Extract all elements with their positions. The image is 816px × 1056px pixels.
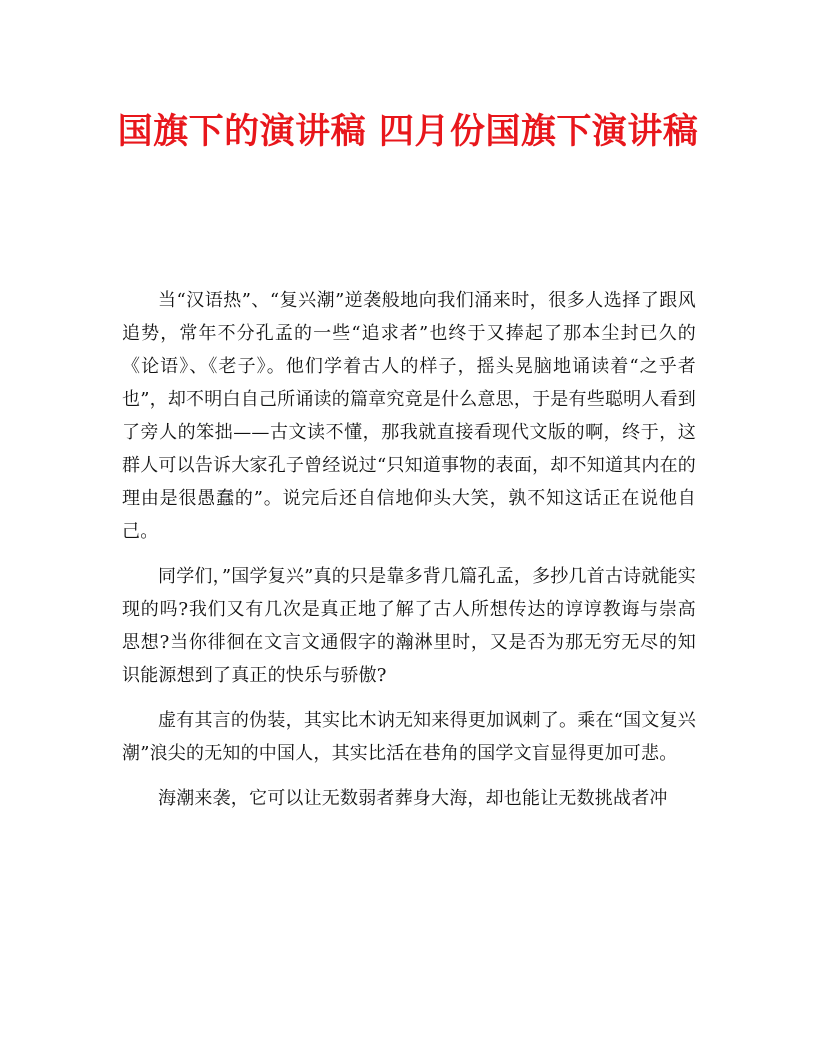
paragraph-2: 同学们，”国学复兴”真的只是靠多背几篇孔孟，多抄几首古诗就能实现的吗?我们又有几次是真正地了解了古人所想传达的谆谆教诲与崇高思想?当你徘徊在文言文通假字的瀚淋里时，又是否为那无穷无尽的知识能源想到了真正的快乐与骄傲? <box>122 566 696 686</box>
document-title: 国旗下的演讲稿 四月份国旗下演讲稿 <box>117 111 699 152</box>
paragraph-1: 当“汉语热”、“复兴潮”逆袭般地向我们涌来时，很多人选择了跟风追势，常年不分孔孟的一些“追求者”也终于又捧起了那本尘封已久的《论语》、《老子》。他们学着古人的样子，摇头晃脑地诵读着“之乎者也”，却不明白自己所诵读的篇章究竟是什么意思，于是有些聪明人看到了旁人的笨拙——古文读不懂，那我就直接看现代文版的啊，终于，这群人可以告诉大家孔子曾经说过“只知道事物的表面，却不知道其内在的理由是很愚蠢的”。说完后还自信地仰头大笑，孰不知这话正在说他自己。 <box>122 290 696 542</box>
paragraph-4: 海潮来袭，它可以让无数弱者葬身大海，却也能让无数挑战者冲 <box>158 788 668 809</box>
paragraph-3: 虚有其言的伪装，其实比木讷无知来得更加讽刺了。乘在“国文复兴潮”浪尖的无知的中国人，其实比活在巷角的国学文盲显得更加可悲。 <box>122 710 696 764</box>
document-body <box>122 284 696 827</box>
